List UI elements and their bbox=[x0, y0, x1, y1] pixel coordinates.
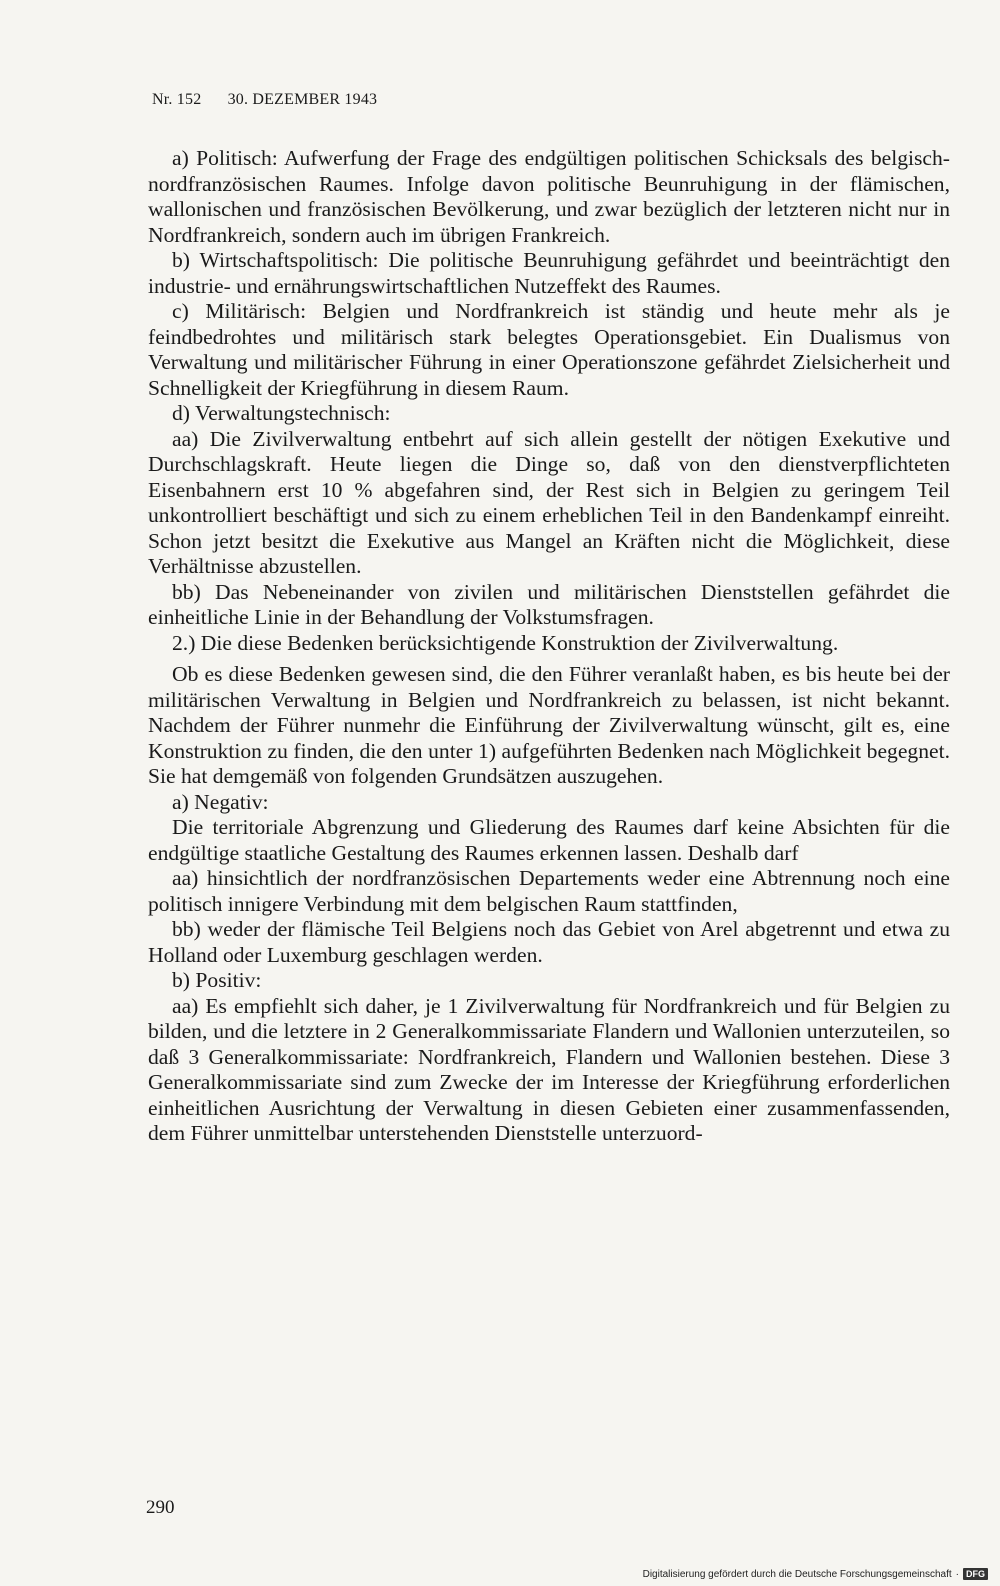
paragraph: bb) weder der flämische Teil Belgiens noch das Gebiet von Arel abgetrennt und etwa zu Holland oder Luxemburg geschlagen werden. bbox=[148, 917, 950, 967]
paragraph: b) Wirtschaftspolitisch: Die politische Beunruhigung gefährdet und beeinträchtigt den industrie- und ernährungswirtschaftlichen Nutzeffekt des Raumes. bbox=[148, 248, 950, 298]
paragraph: c) Militärisch: Belgien und Nordfrankreich ist ständig und heute mehr als je feindbedrohtes und militärisch stark belegtes Operationsgebiet. Ein Dualismus von Verwaltung und militärischer Führung in einer Operationszone gefährdet Zielsicherheit und Schnelligkeit der Kriegführung in diesem Raum. bbox=[148, 299, 950, 400]
document-number: Nr. 152 bbox=[152, 91, 202, 108]
dfg-logo-icon: DFG bbox=[963, 1568, 988, 1580]
document-date: 30. DEZEMBER 1943 bbox=[227, 91, 378, 108]
paragraph: d) Verwaltungstechnisch: bbox=[172, 401, 391, 425]
paragraph: aa) hinsichtlich der nordfranzösischen Departements weder eine Abtrennung noch eine politisch innigere Verbindung mit dem belgischen Raum stattfinden, bbox=[148, 866, 950, 916]
footer-separator: · bbox=[955, 1568, 959, 1580]
paragraph: a) Negativ: bbox=[172, 789, 269, 814]
page-header bbox=[152, 91, 377, 109]
page-number: 290 bbox=[146, 1497, 175, 1518]
body-text bbox=[148, 146, 950, 1147]
paragraph: Die territoriale Abgrenzung und Gliederung des Raumes darf keine Absichten für die endgültige staatliche Gestaltung des Raumes erkennen lassen. Deshalb darf bbox=[148, 815, 950, 865]
paragraph: Ob es diese Bedenken gewesen sind, die den Führer veranlaßt haben, es bis heute bei der militärischen Verwaltung in Belgien und Nordfrankreich zu belassen, ist nicht bekannt. Nachdem der Führer nunmehr die Einführung der Zivilverwaltung wünscht, gilt es, eine Konstruktion zu finden, die den unter 1) aufgeführten Bedenken nach Möglichkeit begegnet. Sie hat demgemäß von folgenden Grundsätzen auszugehen. bbox=[148, 662, 950, 788]
footer-text: Digitalisierung gefördert durch die Deutsche Forschungsgemeinschaft bbox=[642, 1568, 952, 1580]
section-heading: 2.) Die diese Bedenken berücksichtigende Konstruktion der Zivilverwaltung. bbox=[172, 630, 839, 655]
paragraph: bb) Das Nebeneinander von zivilen und militärischen Dienststellen gefährdet die einheitliche Linie in der Behandlung der Volkstumsfragen. bbox=[148, 579, 950, 629]
paragraph: aa) Die Zivilverwaltung entbehrt auf sich allein gestellt der nötigen Exekutive und Durchschlagskraft. Heute liegen die Dinge so, daß von den dienstverpflichteten Eisenbahnern erst 10 % abgefahren sind, der Rest sich in Belgien zu geringem Teil unkontrolliert beschäftigt und sich zu einem erheblichen Teil in den Bandenkampf einreiht. Schon jetzt besitzt die Exekutive aus Mangel an Kräften nicht die Möglichkeit, diese Verhältnisse abzustellen. bbox=[148, 426, 950, 578]
paragraph: b) Positiv: bbox=[172, 968, 262, 992]
paragraph: a) Politisch: Aufwerfung der Frage des endgültigen politischen Schicksals des belgisch-nordfranzösischen Raumes. Infolge davon politische Beunruhigung in der flämischen, wallonischen und französischen Bevölkerung, und zwar bezüglich der letzteren nicht nur in Nordfrankreich, sondern auch im übrigen Frankreich. bbox=[148, 146, 950, 247]
digitization-footer bbox=[643, 1568, 988, 1580]
paragraph: aa) Es empfiehlt sich daher, je 1 Zivilverwaltung für Nordfrankreich und für Belgien zu bilden, und die letztere in 2 Generalkommissariate Flandern und Wallonien unterzuteilen, so daß 3 Generalkommissariate: Nordfrankreich, Flandern und Wallonien bestehen. Diese 3 Generalkommissariate sind zum Zwecke der im Interesse der Kriegführung erforderlichen einheitlichen Ausrichtung der Verwaltung in diesen Gebieten einer zusammenfassenden, dem Führer unmittelbar unterstehenden Dienststelle unterzuord- bbox=[148, 993, 950, 1145]
